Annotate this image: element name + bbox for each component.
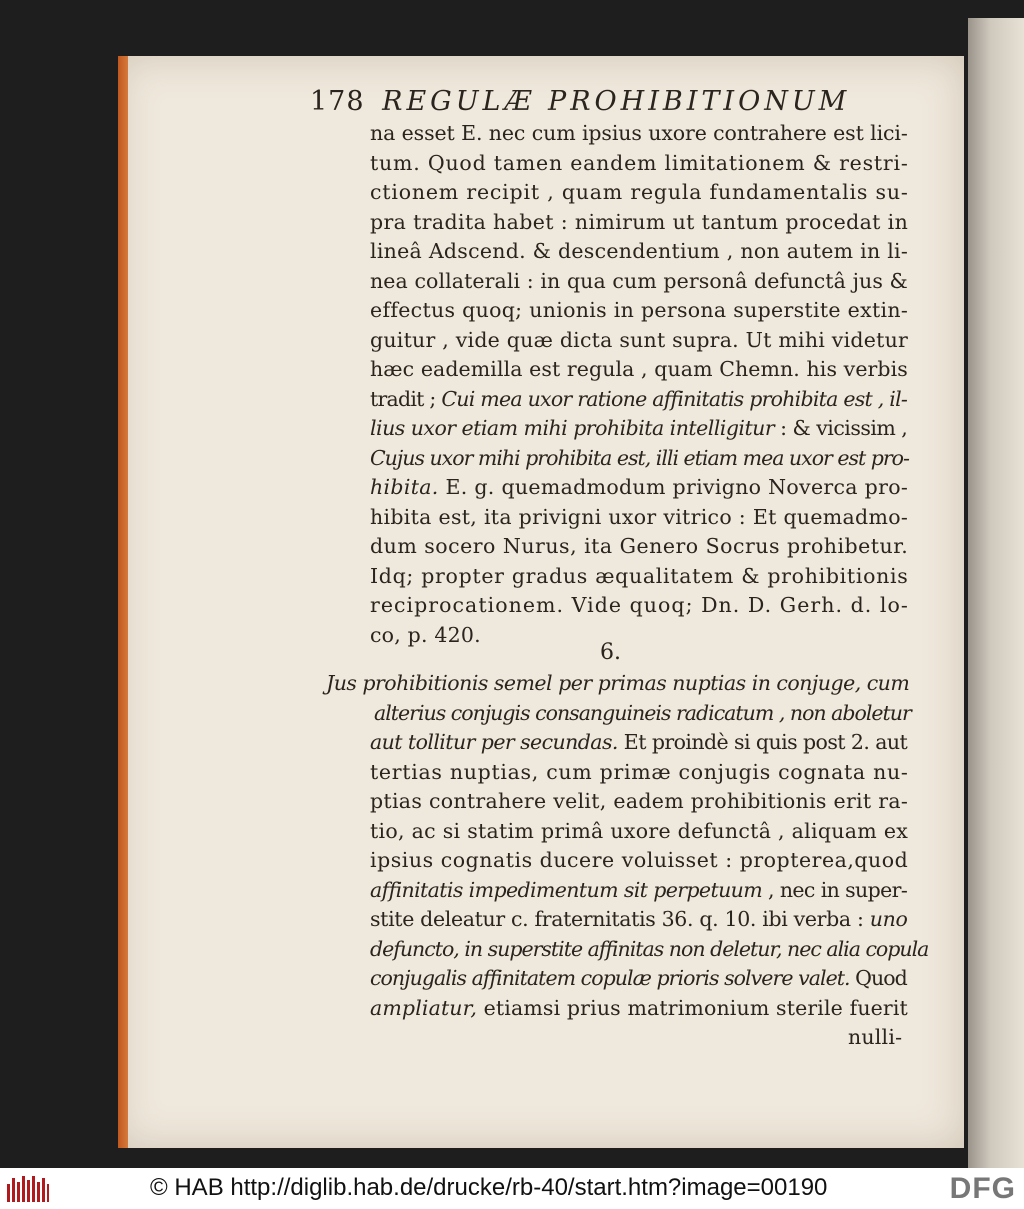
text-line bbox=[370, 472, 908, 502]
text-line bbox=[370, 875, 907, 905]
roman-text: effectus quoq; unionis in persona superstite extin- bbox=[370, 298, 909, 322]
text-line bbox=[370, 934, 928, 964]
text-line bbox=[370, 963, 907, 993]
text-line bbox=[370, 904, 907, 934]
text-line bbox=[370, 993, 908, 1023]
text-line bbox=[370, 384, 907, 414]
roman-text: nulli- bbox=[848, 1025, 903, 1049]
roman-text: hæc eademilla est regula , quam Chemn. his verbis bbox=[370, 357, 908, 381]
text-line bbox=[326, 668, 909, 698]
text-line bbox=[370, 295, 908, 325]
italic-text: aut tollitur per secundas. bbox=[370, 730, 618, 754]
hab-logo-icon[interactable] bbox=[6, 1174, 50, 1204]
dfg-logo[interactable]: DFG bbox=[949, 1172, 1016, 1205]
text-line bbox=[370, 236, 908, 266]
italic-text: Cui mea uxor ratione affinitatis prohibita est , il- bbox=[441, 386, 908, 411]
text-line bbox=[848, 1022, 902, 1052]
roman-text: ipsius cognatis ducere voluisset : propterea,quod bbox=[370, 848, 909, 872]
text-line bbox=[370, 177, 909, 207]
italic-text: uno bbox=[869, 907, 908, 931]
viewer-footer bbox=[0, 1168, 1024, 1209]
text-line bbox=[370, 354, 908, 384]
roman-text: dum socero Nurus, ita Genero Socrus prohibetur. bbox=[370, 534, 909, 558]
text-line bbox=[370, 207, 908, 237]
roman-text: tertias nuptias, cum primæ conjugis cognata nu- bbox=[370, 759, 909, 784]
facing-page-edge bbox=[968, 18, 1024, 1168]
roman-text: Idq; propter gradus æqualitatem & prohibitionis bbox=[370, 563, 909, 588]
text-line bbox=[374, 698, 911, 728]
italic-text: alterius conjugis consanguineis radicatum , non aboletur bbox=[374, 700, 911, 725]
italic-text: Cujus uxor mihi prohibita est, illi etiam mea uxor est pro- bbox=[370, 445, 909, 470]
text-line bbox=[370, 531, 908, 561]
text-line bbox=[370, 413, 907, 443]
italic-text: ampliatur, bbox=[370, 995, 477, 1020]
text-line bbox=[370, 786, 908, 816]
roman-text: etiamsi prius matrimonium sterile fuerit bbox=[477, 995, 908, 1020]
roman-text: co, p. 420. bbox=[370, 622, 481, 647]
italic-text: affinitatis impedimentum sit perpetuum bbox=[370, 877, 763, 902]
text-line bbox=[370, 816, 908, 846]
roman-text: E. g. quemadmodum privigno Noverca pro- bbox=[438, 475, 909, 499]
roman-text: Quod bbox=[849, 966, 907, 990]
roman-text: reciprocationem. Vide quoq; Dn. D. Gerh. d. lo- bbox=[370, 593, 909, 617]
roman-text: tradit ; bbox=[370, 386, 442, 411]
roman-text: nea collaterali : in qua cum personâ defunctâ jus & bbox=[370, 268, 908, 293]
text-line bbox=[370, 118, 908, 148]
roman-text: guitur , vide quæ dicta sunt supra. Ut mihi videtur bbox=[370, 327, 909, 352]
italic-text: defuncto, in superstite affinitas non deletur, nec alia copula bbox=[370, 936, 929, 961]
text-line bbox=[370, 148, 909, 178]
text-line bbox=[370, 620, 481, 650]
text-line bbox=[370, 561, 909, 591]
roman-text: , nec in super- bbox=[762, 877, 908, 902]
italic-text: lius uxor etiam mihi prohibita intelligitur bbox=[370, 416, 775, 440]
italic-text: conjugalis affinitatem copulæ prioris solvere valet. bbox=[370, 966, 850, 990]
page-number: 178 bbox=[310, 86, 365, 117]
text-line bbox=[370, 727, 907, 757]
roman-text: stite deleatur c. fraternitatis 36. q. 10. ibi verba : bbox=[370, 907, 870, 931]
text-line bbox=[370, 443, 909, 473]
roman-text: : & vicissim , bbox=[774, 416, 908, 440]
roman-text: ctionem recipit , quam regula fundamentalis su- bbox=[370, 180, 909, 204]
roman-text: ptias contrahere velit, eadem prohibitionis erit ra- bbox=[370, 789, 909, 813]
italic-text: hibita. bbox=[370, 475, 439, 499]
copyright-url-text[interactable]: © HAB http://diglib.hab.de/drucke/rb-40/start.htm?image=00190 bbox=[150, 1174, 828, 1201]
text-line bbox=[370, 502, 908, 532]
roman-text: pra tradita habet : nimirum ut tantum procedat in bbox=[370, 209, 909, 234]
roman-text: tio, ac si statim primâ uxore defunctâ , aliquam ex bbox=[370, 818, 909, 843]
italic-text: Jus prohibitionis semel per primas nuptias in conjuge, cum bbox=[326, 671, 910, 695]
text-line bbox=[370, 590, 909, 620]
roman-text: Et proindè si quis post 2. aut bbox=[617, 730, 908, 754]
roman-text: na esset E. nec cum ipsius uxore contrahere est lici- bbox=[370, 121, 908, 145]
running-title: REGULÆ PROHIBITIONUM bbox=[382, 86, 851, 117]
running-head bbox=[310, 86, 870, 117]
text-line bbox=[370, 325, 908, 355]
page-fore-edge bbox=[118, 56, 128, 1148]
text-line bbox=[370, 757, 909, 787]
roman-text: hibita est, ita privigni uxor vitrico : Et quemadmo- bbox=[370, 504, 909, 529]
section-number: 6. bbox=[600, 640, 621, 665]
text-line bbox=[370, 845, 908, 875]
text-line bbox=[370, 266, 908, 296]
roman-text: tum. Quod tamen eandem limitationem & restri- bbox=[370, 150, 909, 175]
roman-text: lineâ Adscend. & descendentium , non autem in li- bbox=[370, 239, 909, 263]
